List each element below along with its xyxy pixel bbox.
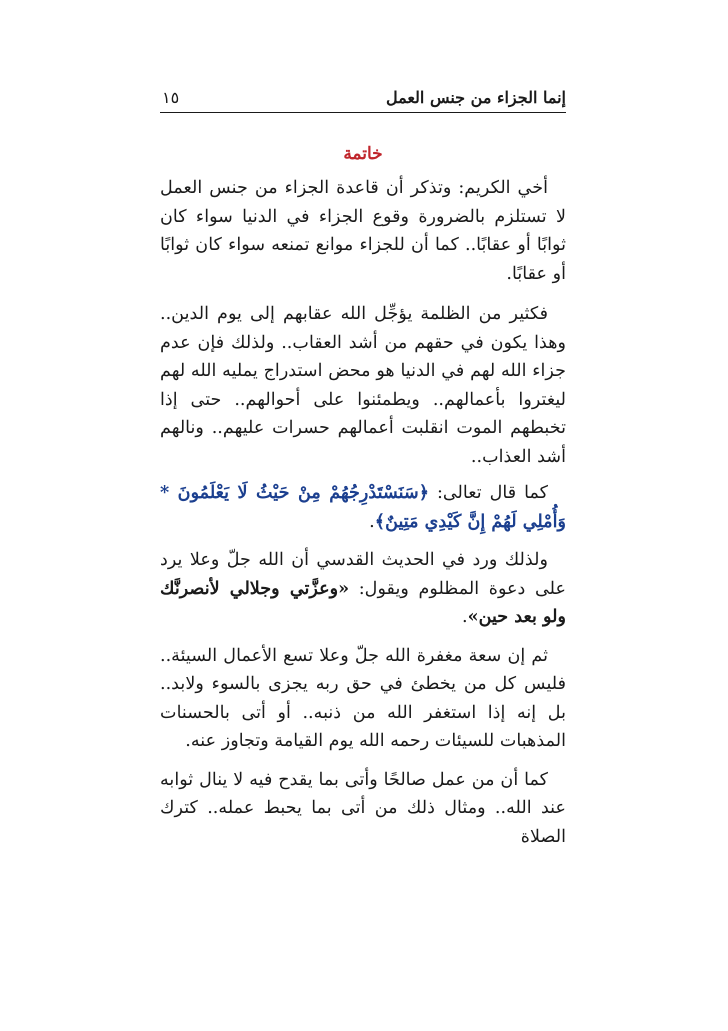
body-text: [160, 174, 566, 861]
section-heading: خاتمة: [343, 144, 383, 164]
paragraph-6: كما أن من عمل صالحًا وأتى بما يقدح فيه لا ينال ثوابه عند الله.. ومثال ذلك من أتى بما يحبط عمله.. كترك الصلاة: [160, 769, 566, 847]
hadith-quote: «وعزَّتي وجلالي لأنصرنَّك ولو بعد حين»: [160, 577, 566, 627]
running-header: [160, 84, 566, 113]
paragraph-1: أخي الكريم: وتذكر أن قاعدة الجزاء من جنس العمل لا تستلزم بالضرورة وقوع الجزاء في الدنيا سواء كان ثوابًا أو عقابًا.. كما أن للجزاء موانع تمنعه سواء كان ثوابًا أو عقابًا.: [160, 178, 566, 284]
paragraph-3: [160, 479, 566, 536]
page-number: ١٥: [162, 88, 180, 107]
paragraph-4: [160, 546, 566, 632]
paragraph-4-end: .: [462, 607, 468, 627]
running-header-title: إنما الجزاء من جنس العمل: [385, 88, 566, 107]
paragraph-4-intro: ولذلك ورد في الحديث القدسي أن الله جلّ وعلا يرد على دعوة المظلوم ويقول:: [160, 550, 567, 599]
paragraph-3-intro: كما قال تعالى:: [429, 483, 548, 503]
quran-verse: ﴿سَنَسْتَدْرِجُهُمْ مِنْ حَيْثُ لَا يَعْلَمُونَ * وَأُمْلِي لَهُمْ إِنَّ كَيْدِي مَتِينٌ﴾: [160, 482, 566, 532]
paragraph-2: فكثير من الظلمة يؤجِّل الله عقابهم إلى يوم الدين.. وهذا يكون في حقهم من أشد العقاب.. ولذلك فإن عدم جزاء الله لهم في الدنيا هو محض استدراج يمليه الله لهم ليغتروا بأعمالهم.. ويطمئنوا على أحوالهم.. حتى إذا تخبطهم الموت انقلبت أعمالهم حسرات عليهم.. ونالهم أشد العذاب..: [160, 304, 566, 467]
paragraph-3-end: .: [369, 511, 375, 532]
paragraph-5: ثم إن سعة مغفرة الله جلّ وعلا تسع الأعمال السيئة.. فليس كل من يخطئ في حق ربه يجزى بالسوء ولابد.. بل إنه إذا استغفر الله من ذنبه.. أو أتى بالحسنات المذهبات للسيئات رحمه الله يوم القيامة وتجاوز عنه.: [160, 645, 566, 751]
